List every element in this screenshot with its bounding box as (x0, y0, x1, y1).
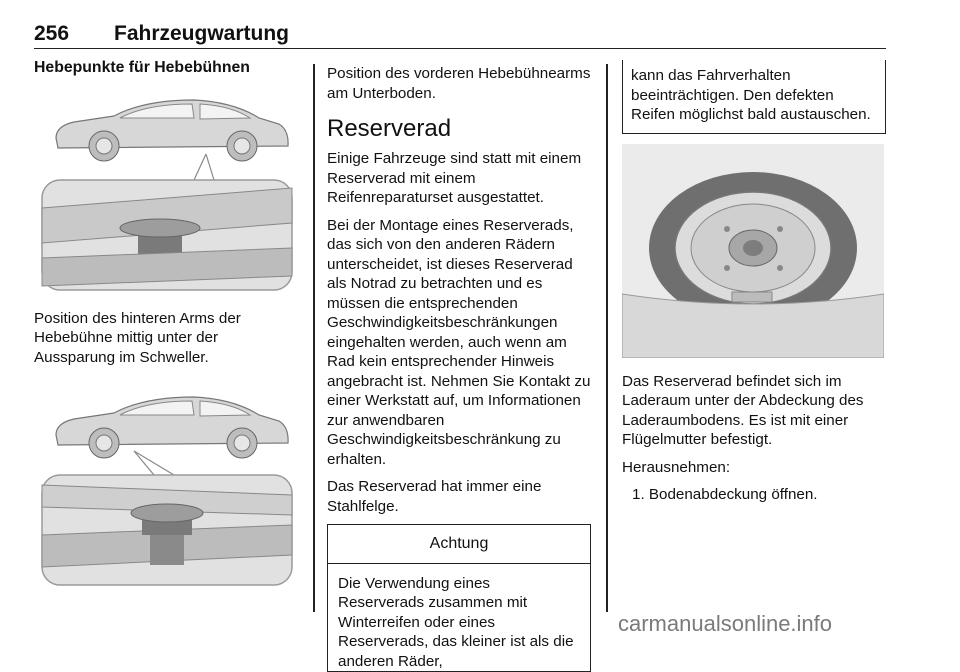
paragraph: Das Reserverad befindet sich im Laderaum unter der Abdeckung des Laderaumbodens. Es ist mit einer Flügelmutter befestigt. (622, 372, 864, 448)
page-header (34, 8, 886, 49)
list-item: 1. Bodenabdeckung öffnen. (632, 486, 818, 503)
figure-spare-wheel (622, 144, 884, 358)
paragraph: Einige Fahrzeuge sind statt mit einem Reserverad mit einem Reifenreparaturset ausgestattet. (327, 150, 582, 206)
watermark: carmanualsonline.info (618, 611, 833, 636)
warning-box-continued (622, 60, 886, 134)
column-divider (313, 64, 315, 612)
figure-caption: Position des hinteren Arms der Hebebühne mittig unter der Aussparung im Schweller. (34, 309, 241, 366)
paragraph: Das Reserverad hat immer eine Stahlfelge. (327, 478, 542, 515)
section-heading: Hebepunkte für Hebebühnen (34, 59, 250, 76)
figure-front-lift-point (34, 375, 298, 590)
page-number: 256 (34, 22, 70, 45)
column-left (34, 58, 298, 590)
paragraph: Position des vorderen Hebebühnearms am Unterboden. (327, 65, 591, 102)
column-divider (606, 64, 608, 612)
warning-text: Die Verwendung eines Reserverads zusammen mit Winterreifen oder eines Reserverads, das kleiner ist als die anderen Räder, (338, 574, 574, 670)
warning-title: Achtung (328, 525, 590, 564)
paragraph: Bei der Montage eines Reserverads, das sich von den anderen Rädern unterscheidet, ist dieses Reserverad als Notrad zu betrachten und es müssen die entsprechenden Geschwindigkeitsbeschränkungen eingehalten werden, auch wenn am Rad kein entsprechender Hinweis angebracht ist. Nehmen Sie Kontakt zu einer Werkstatt auf, um Informationen zur anwendbaren Geschwindigkeitsbeschränkung zu erhalten. (327, 216, 591, 468)
warning-box (327, 524, 591, 672)
section-title: Reserverad (327, 115, 452, 142)
chapter-title: Fahrzeugwartung (114, 22, 290, 45)
paragraph: Herausnehmen: (622, 458, 731, 476)
column-right (622, 64, 886, 513)
figure-rear-lift-point (34, 88, 298, 295)
column-middle (327, 64, 591, 672)
warning-text-continued: kann das Fahrverhalten beeinträchtigen. Den defekten Reifen möglichst bald austauschen. (631, 67, 871, 123)
